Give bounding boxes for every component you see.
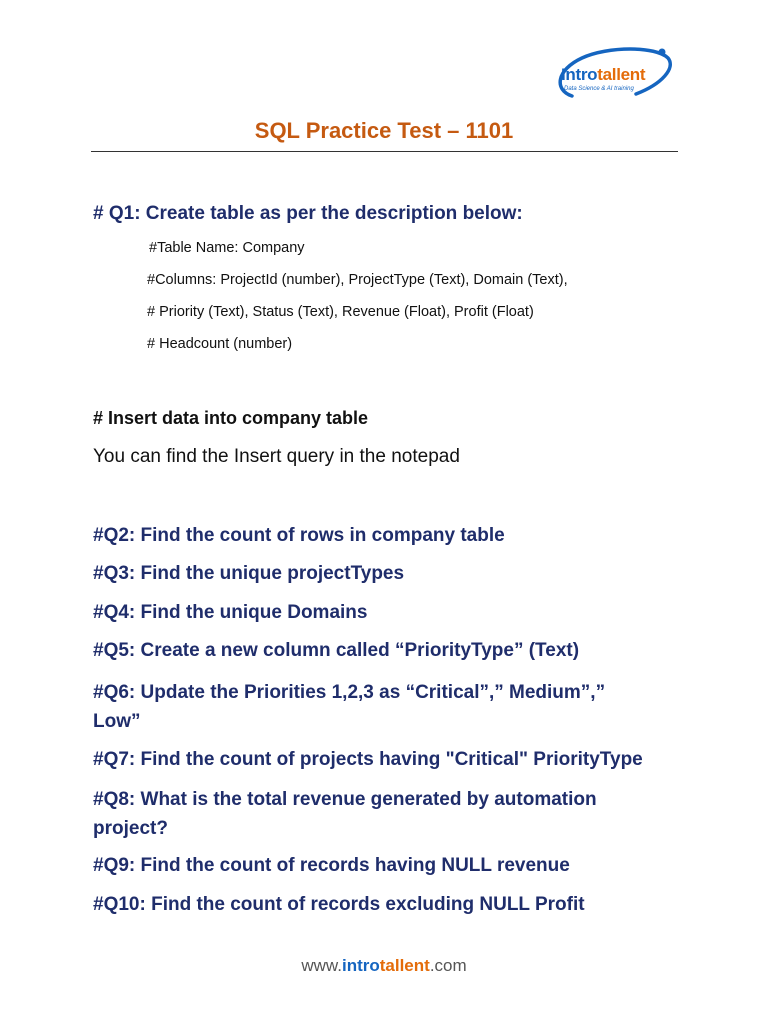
question-q7: #Q7: Find the count of projects having "Critical" PriorityType xyxy=(93,749,643,770)
question-q3: #Q3: Find the unique projectTypes xyxy=(93,563,405,584)
logo-wordmark-part2: tallent xyxy=(597,65,646,84)
logo-tagline: Data Science & AI training xyxy=(564,86,634,92)
footer-suffix: .com xyxy=(429,956,467,975)
logo-wordmark xyxy=(561,66,645,83)
question-q9: #Q9: Find the count of records having NULL revenue xyxy=(93,855,570,876)
question-q2: #Q2: Find the count of rows in company table xyxy=(93,525,505,546)
q1-heading: # Q1: Create table as per the description below: xyxy=(93,203,523,224)
footer-prefix: www. xyxy=(301,956,342,975)
footer-part2: tallent xyxy=(379,956,430,975)
q1-columns-line-1: #Columns: ProjectId (number), ProjectType (Text), Domain (Text), xyxy=(147,272,568,288)
page-title: SQL Practice Test – 1101 xyxy=(254,118,514,143)
title-divider xyxy=(91,151,678,152)
question-q6: #Q6: Update the Priorities 1,2,3 as “Critical”,” Medium”,” Low” xyxy=(93,682,606,732)
q1-table-name: #Table Name: Company xyxy=(149,240,305,256)
insert-note: You can find the Insert query in the notepad xyxy=(93,446,460,467)
footer-part1: intro xyxy=(341,956,380,975)
question-q10: #Q10: Find the count of records excluding NULL Profit xyxy=(93,894,585,915)
q1-columns-line-3: # Headcount (number) xyxy=(147,336,293,352)
insert-heading: # Insert data into company table xyxy=(93,408,369,428)
q1-columns-line-2: # Priority (Text), Status (Text), Revenue (Float), Profit (Float) xyxy=(147,304,534,320)
company-logo xyxy=(552,44,676,108)
question-q4: #Q4: Find the unique Domains xyxy=(93,602,368,623)
footer-website[interactable] xyxy=(0,956,768,976)
logo-wordmark-part1: Intro xyxy=(561,65,598,84)
question-q5: #Q5: Create a new column called “PriorityType” (Text) xyxy=(93,640,580,661)
question-q8: #Q8: What is the total revenue generated by automation project? xyxy=(93,789,597,839)
